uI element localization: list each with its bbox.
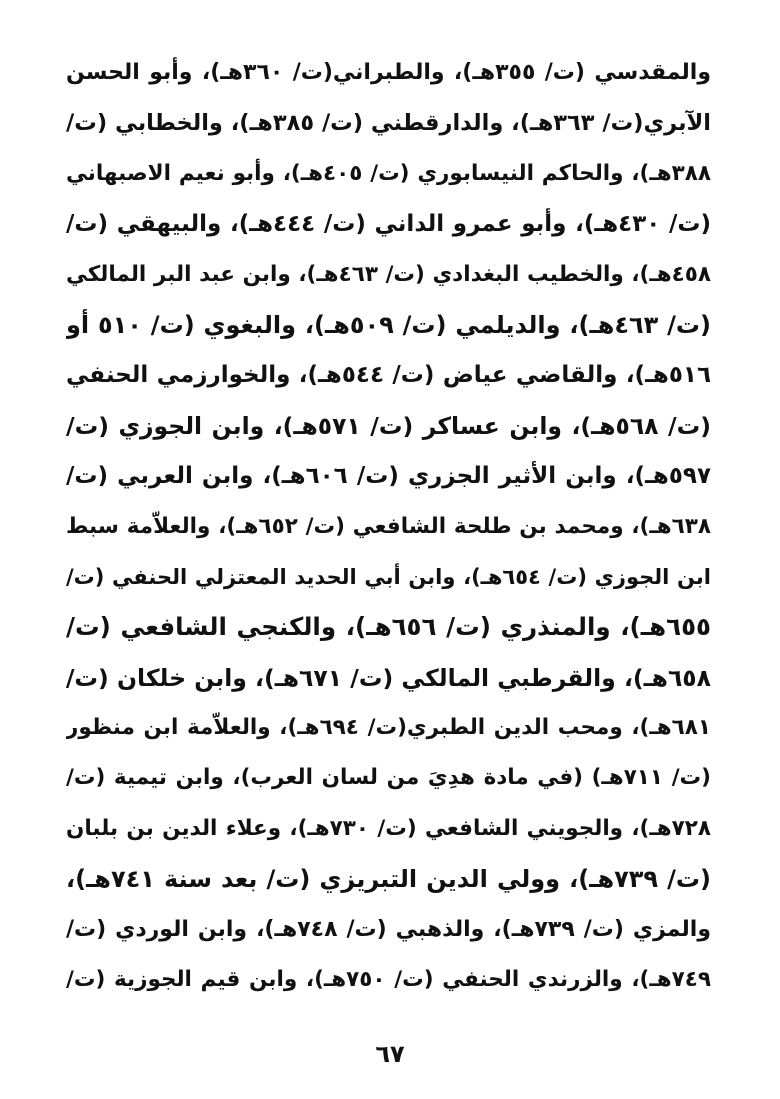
text-line-11: ابن الجوزي (ت/ ٦٥٤هـ)، وابن أبي الحديد المعتزلي الحنفي (ت/ (66, 564, 711, 589)
text-line-13: ٦٥٨هـ)، والقرطبي المالكي (ت/ ٦٧١هـ)، وابن خلكان (ت/ (66, 663, 711, 692)
text-line-9: ٥٩٧هـ)، وابن الأثير الجزري (ت/ ٦٠٦هـ)، وابن العربي (ت/ (66, 463, 711, 490)
text-line-6: (ت/ ٤٦٣هـ)، والديلمي (ت/ ٥٠٩هـ)، والبغوي (ت/ ٥١٠ أو (66, 310, 711, 339)
text-line-19: ٧٤٩هـ)، والزرندي الحنفي (ت/ ٧٥٠هـ)، وابن قيم الجوزية (ت/ (66, 967, 711, 993)
text-line-7: ٥١٦هـ)، والقاضي عياض (ت/ ٥٤٤هـ)، والخوارزمي الحنفي (66, 362, 711, 389)
text-line-18: والمزي (ت/ ٧٣٩هـ)، والذهبي (ت/ ٧٤٨هـ)، وابن الوردي (ت/ (66, 916, 711, 942)
text-line-8: (ت/ ٥٦٨هـ)، وابن عساكر (ت/ ٥٧١هـ)، وابن الجوزي (ت/ (66, 411, 711, 440)
text-line-12: ٦٥٥هـ)، والمنذري (ت/ ٦٥٦هـ)، والكنجي الشافعي (ت/ (66, 612, 711, 642)
text-line-5: ٤٥٨هـ)، والخطيب البغدادي (ت/ ٤٦٣هـ)، وابن عبد البر المالكي (66, 261, 711, 287)
text-line-17: (ت/ ٧٣٩هـ)، وولي الدين التبريزي (ت/ بعد سنة ٧٤١هـ)، (66, 865, 711, 894)
page-number: ٦٧ (375, 1040, 405, 1068)
text-line-16: ٧٢٨هـ)، والجويني الشافعي (ت/ ٧٣٠هـ)، وعلاء الدين بن بلبان (66, 815, 711, 841)
body-text (66, 48, 711, 1005)
text-line-1: والمقدسي (ت/ ٣٥٥هـ)، والطبراني(ت/ ٣٦٠هـ)، وأبو الحسن (66, 60, 711, 85)
text-line-14: ٦٨١هـ)، ومحب الدين الطبري(ت/ ٦٩٤هـ)، والعلاّمة ابن منظور (66, 715, 711, 741)
text-line-4: (ت/ ٤٣٠هـ)، وأبو عمرو الداني (ت/ ٤٤٤هـ)، والبيهقي (ت/ (66, 211, 711, 238)
text-line-2: الآبري(ت/ ٣٦٣هـ)، والدارقطني (ت/ ٣٨٥هـ)، والخطابي (ت/ (66, 110, 711, 137)
text-line-3: ٣٨٨هـ)، والحاكم النيسابوري (ت/ ٤٠٥هـ)، وأبو نعيم الاصبهاني (66, 160, 711, 186)
text-line-10: ٦٣٨هـ)، ومحمد بن طلحة الشافعي (ت/ ٦٥٢هـ)، والعلاّمة سبط (66, 513, 711, 539)
text-line-15: (ت/ ٧١١هـ) (في مادة هدِيَ من لسان العرب)، وابن تيمية (ت/ (66, 765, 711, 791)
